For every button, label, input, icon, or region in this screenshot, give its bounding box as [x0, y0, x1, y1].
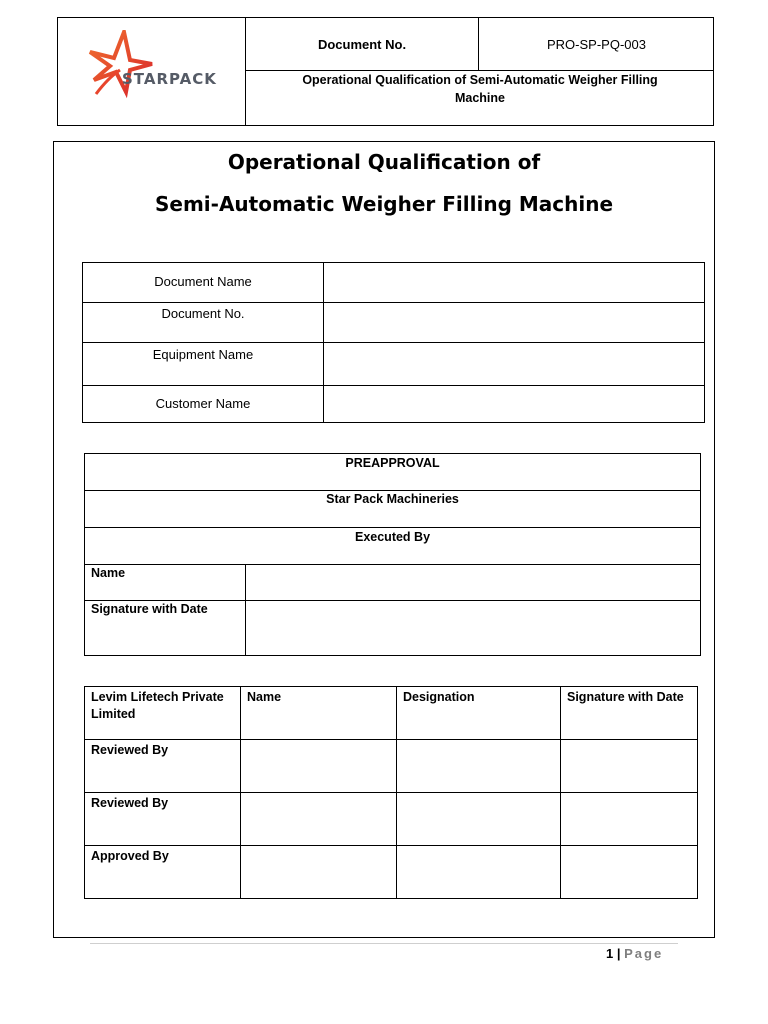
page-label: Page	[624, 946, 664, 961]
table-row	[85, 565, 701, 601]
header-subtitle	[246, 71, 714, 125]
executed-by-label: Executed By	[85, 528, 701, 565]
page-number: 1	[606, 946, 614, 961]
name-label: Name	[85, 565, 246, 601]
page-footer	[606, 946, 663, 961]
reviewed-by-label: Reviewed By	[85, 740, 241, 793]
page-title-line-1: Operational Qualification of	[227, 150, 541, 174]
logo-cell	[58, 18, 246, 125]
reviewed-by-label-2: Reviewed By	[85, 793, 241, 846]
name-value[interactable]	[246, 565, 701, 601]
signature-value[interactable]	[246, 601, 701, 656]
company-header: Levim Lifetech Private Limited	[85, 687, 241, 740]
reviewer-2-signature[interactable]	[561, 793, 698, 846]
table-row	[83, 343, 705, 386]
document-header	[57, 17, 714, 126]
reviewer-1-name[interactable]	[241, 740, 397, 793]
doc-name-value[interactable]	[324, 263, 705, 303]
approver-designation[interactable]	[397, 846, 561, 899]
table-row	[85, 687, 698, 740]
table-row	[85, 601, 701, 656]
logo-text: STARPACK	[122, 70, 217, 88]
customer-name-value[interactable]	[324, 386, 705, 423]
page-separator: |	[616, 946, 621, 961]
approved-by-label: Approved By	[85, 846, 241, 899]
reviewer-2-name[interactable]	[241, 793, 397, 846]
page-title-line-2: Semi-Automatic Weigher Filling Machine	[154, 192, 614, 216]
equipment-name-label: Equipment Name	[83, 343, 324, 386]
designation-header: Designation	[397, 687, 561, 740]
table-row	[83, 263, 705, 303]
review-approval-table	[84, 686, 698, 899]
signature-label: Signature with Date	[85, 601, 246, 656]
table-row	[83, 303, 705, 343]
preapproval-table	[84, 453, 701, 656]
table-row	[85, 454, 701, 491]
approver-signature[interactable]	[561, 846, 698, 899]
document-info-table	[82, 262, 705, 423]
table-row	[83, 386, 705, 423]
footer-divider	[90, 943, 678, 944]
table-row	[85, 740, 698, 793]
doc-no-row-label: Document No.	[83, 303, 324, 343]
reviewer-1-signature[interactable]	[561, 740, 698, 793]
signature-header: Signature with Date	[561, 687, 698, 740]
table-row	[85, 528, 701, 565]
table-row	[85, 793, 698, 846]
equipment-name-value[interactable]	[324, 343, 705, 386]
doc-no-label: Document No.	[246, 18, 479, 71]
company-name: Star Pack Machineries	[85, 491, 701, 528]
doc-name-label: Document Name	[83, 263, 324, 303]
customer-name-label: Customer Name	[83, 386, 324, 423]
reviewer-2-designation[interactable]	[397, 793, 561, 846]
starpack-logo	[86, 30, 218, 110]
approver-name[interactable]	[241, 846, 397, 899]
doc-no-row-value[interactable]	[324, 303, 705, 343]
table-row	[85, 846, 698, 899]
table-row	[85, 491, 701, 528]
header-tick	[57, 17, 71, 18]
name-header: Name	[241, 687, 397, 740]
doc-no-value: PRO-SP-PQ-003	[479, 18, 714, 71]
preapproval-heading: PREAPPROVAL	[85, 454, 701, 491]
header-subtitle-text: Operational Qualification of Semi-Automatic Weigher Filling Machine	[302, 73, 658, 105]
reviewer-1-designation[interactable]	[397, 740, 561, 793]
